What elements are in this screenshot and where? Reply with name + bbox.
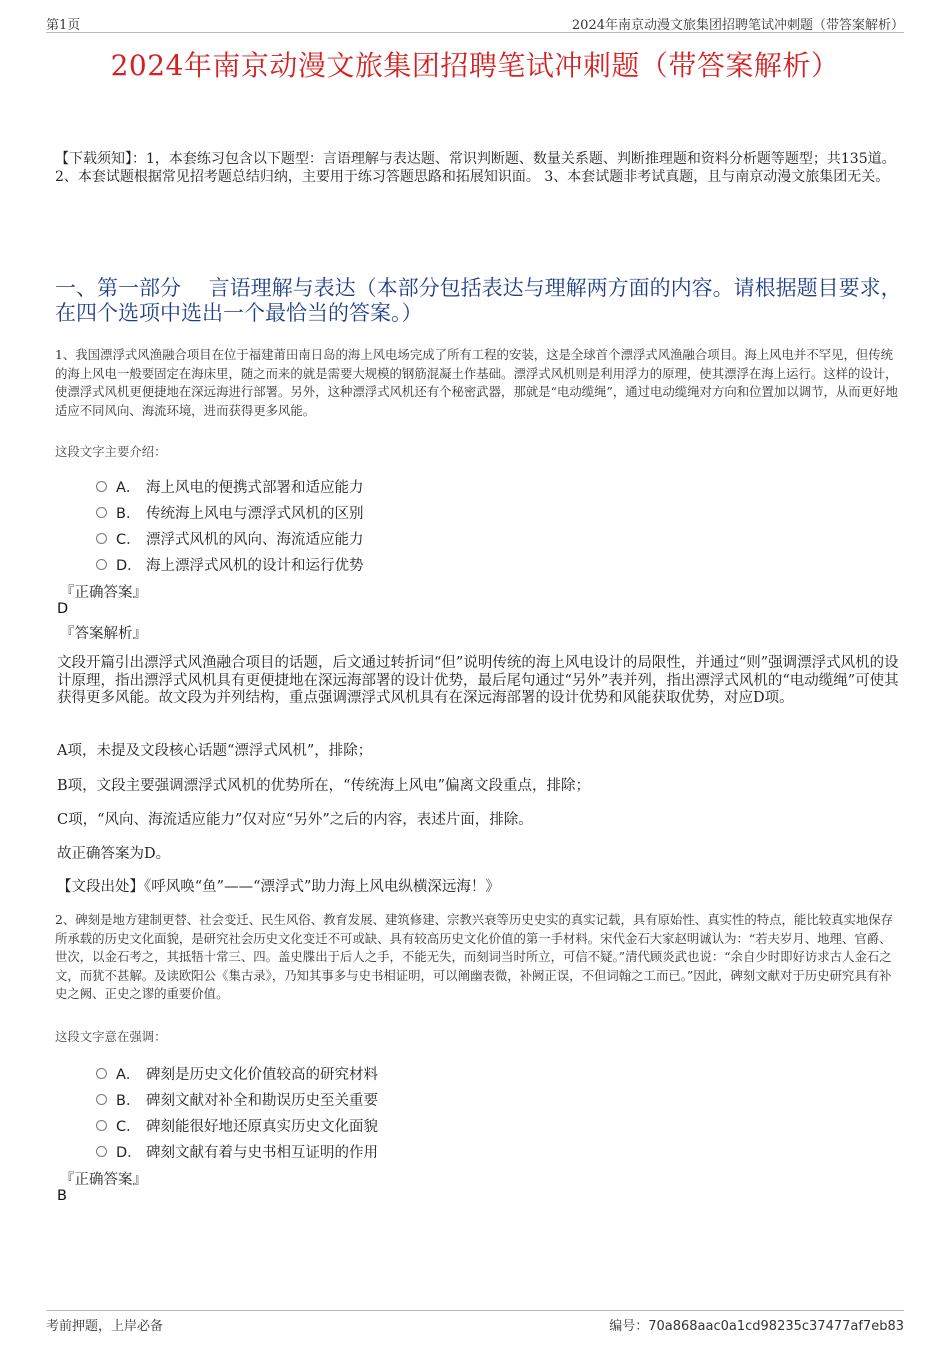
option-c[interactable]: C． 碑刻能很好地还原真实历史文化面貌 — [96, 1112, 378, 1138]
option-c[interactable]: C． 漂浮式风机的风向、海流适应能力 — [96, 525, 364, 551]
answer-label: 『正确答案』 — [60, 585, 147, 601]
option-b[interactable]: B． 碑刻文献对补全和勘误历史至关重要 — [96, 1086, 378, 1112]
download-notice: 【下载须知】：1，本套练习包含以下题型：言语理解与表达题、常识判断题、数量关系题、判断推理题和资料分析题等题型；共135道。 2、本套试题根据常见招考题总结归纳，主要用于练习答题思路和拓展知识面。 3、本套试题非考试真题，且与南京动漫文旅集团无关。 — [55, 151, 896, 185]
question-1-stem: 这段文字主要介绍： — [55, 444, 167, 459]
option-a[interactable]: A． 碑刻是历史文化价值较高的研究材料 — [96, 1060, 378, 1086]
radio-icon[interactable] — [96, 1094, 107, 1105]
radio-icon[interactable] — [96, 1068, 107, 1079]
option-d[interactable]: D． 海上漂浮式风机的设计和运行优势 — [96, 551, 364, 577]
question-2-options — [96, 1060, 378, 1164]
question-2-text: 2、碑刻是地方建制更替、社会变迁、民生风俗、教育发展、建筑修建、宗教兴衰等历史史实的真实记载，具有原始性、真实性的特点，能比较真实地保存所承载的历史文化面貌，是研究社会历史文化变迁不可或缺、具有较高历史文化价值的第一手材料。宋代金石大家赵明诚认为：“若夫岁月、地理、官爵、世次，以金石考之，其抵牾十常三、四。盖史牒出于后人之手，不能无失，而刻词当时所立，可信不疑。”清代顾炎武也说：“余自少时即好访求古人金石之文，而犹不甚解。及读欧阳公《集古录》，乃知其事多与史书相证明，可以阐幽表微，补阙正误，不但词翰之工而已。”因此，碑刻文献对于历史研究具有补史之阙、正史之谬的重要价值。 — [55, 912, 894, 1002]
footer-slogan: 考前押题，上岸必备 — [46, 1319, 164, 1334]
answer-value: B — [57, 1188, 67, 1204]
question-2-stem: 这段文字意在强调： — [55, 1029, 167, 1044]
option-a[interactable]: A． 海上风电的便携式部署和适应能力 — [96, 473, 364, 499]
text-source: 【文段出处】《呼风唤“鱼”——“漂浮式”助力海上风电纵横深远海！》 — [57, 879, 500, 895]
radio-icon[interactable] — [96, 1146, 107, 1157]
radio-icon[interactable] — [96, 533, 107, 544]
header-doc-title: 2024年南京动漫文旅集团招聘笔试冲刺题（带答案解析） — [571, 18, 904, 33]
radio-icon[interactable] — [96, 481, 107, 492]
page-footer — [46, 1310, 904, 1333]
answer-label: 『正确答案』 — [60, 1172, 147, 1188]
radio-icon[interactable] — [96, 1120, 107, 1131]
option-d[interactable]: D． 碑刻文献有着与史书相互证明的作用 — [96, 1138, 378, 1164]
question-1-text: 1、我国漂浮式风渔融合项目在位于福建莆田南日岛的海上风电场完成了所有工程的安装，这是全球首个漂浮式风渔融合项目。海上风电并不罕见，但传统的海上风电一般要固定在海床里，随之而来的就是需要大规模的钢筋混凝土作基础。漂浮式风机则是利用浮力的原理，使其漂浮在海上运行。这样的设计，使漂浮式风机更便捷地在深远海进行部署。另外，这种漂浮式风机还有个秘密武器，那就是“电动缆绳”，通过电动缆绳对方向和位置加以调节，从而更好地适应不同风向、海流环境，进而获得更多风能。 — [55, 347, 898, 418]
analysis-paragraph: 文段开篇引出漂浮式风渔融合项目的话题，后文通过转折词“但”说明传统的海上风电设计的局限性，并通过“则”强调漂浮式风机的设计原理，指出漂浮式风机具有更便捷地在深远海部署的设计优势，最后尾句通过“另外”表并列，指出漂浮式风机的“电动缆绳”可使其获得更多风能。故文段为并列结构，重点强调漂浮式风机具有在深远海部署的设计优势和风能获取优势，对应D项。 — [57, 655, 899, 706]
analysis-label: 『答案解析』 — [60, 626, 147, 642]
question-1-options — [96, 473, 364, 577]
analysis-paragraph: 故正确答案为D。 — [57, 846, 171, 862]
option-b[interactable]: B． 传统海上风电与漂浮式风机的区别 — [96, 499, 364, 525]
page-header — [46, 14, 904, 33]
footer-serial: 编号：70a868aac0a1cd98235c37477af7eb83 — [609, 1319, 904, 1334]
page-number: 第1页 — [46, 18, 81, 33]
radio-icon[interactable] — [96, 507, 107, 518]
answer-value: D — [57, 601, 69, 617]
section-title: 一、第一部分 言语理解与表达（本部分包括表达与理解两方面的内容。请根据题目要求，在四个选项中选出一个最恰当的答案。） — [55, 276, 902, 325]
radio-icon[interactable] — [96, 559, 107, 570]
analysis-paragraph: B项，文段主要强调漂浮式风机的优势所在，“传统海上风电”偏离文段重点，排除； — [57, 778, 590, 794]
analysis-paragraph: A项，未提及文段核心话题“漂浮式风机”，排除； — [57, 743, 373, 759]
analysis-paragraph: C项，“风向、海流适应能力”仅对应“另外”之后的内容，表述片面，排除。 — [57, 812, 533, 828]
page-title: 2024年南京动漫文旅集团招聘笔试冲刺题（带答案解析） — [110, 49, 840, 82]
